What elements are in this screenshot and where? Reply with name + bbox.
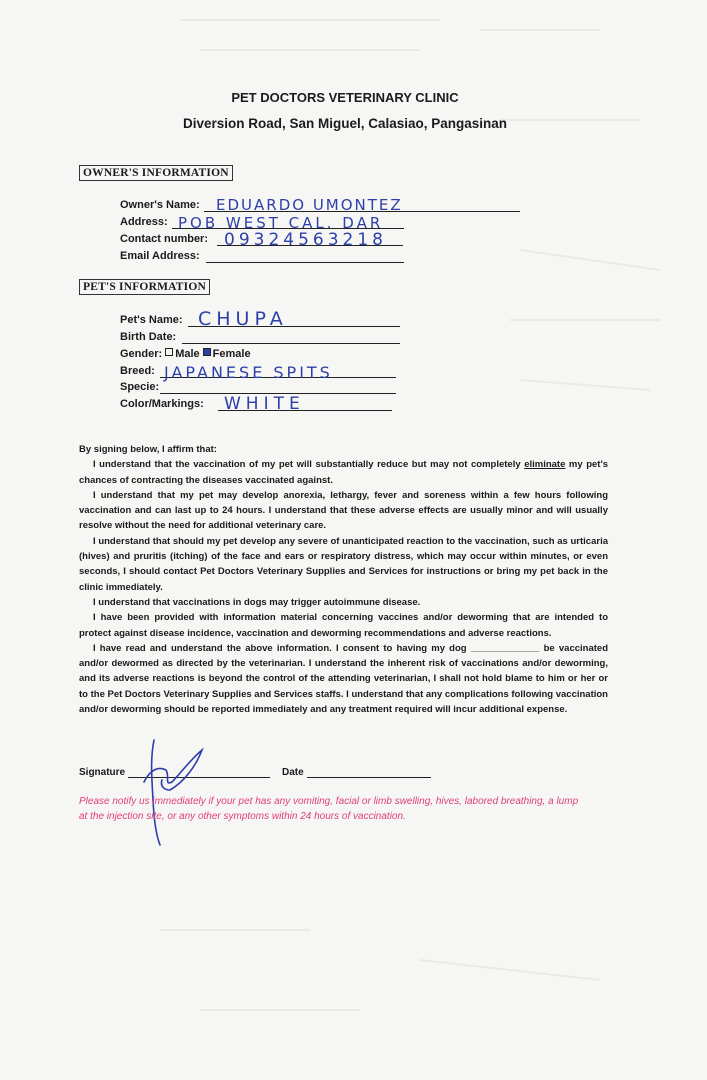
clinic-address: Diversion Road, San Miguel, Calasiao, Pangasinan (182, 116, 508, 131)
breed-field[interactable] (120, 362, 420, 382)
clinic-name: PET DOCTORS VETERINARY CLINIC (231, 90, 459, 105)
pet-section-heading: PET'S INFORMATION (79, 279, 210, 295)
email-field[interactable] (120, 247, 420, 263)
contact-number-field[interactable] (120, 230, 420, 250)
color-markings-label: Color/Markings: (120, 398, 204, 410)
color-markings-field[interactable] (120, 394, 420, 414)
affirmation-paragraph-4: I understand that vaccinations in dogs may trigger autoimmune disease. (93, 596, 421, 608)
male-checkbox[interactable] (165, 348, 173, 356)
affirmation-paragraph-3: I understand that should my pet develop any severe of unanticipated reaction to the vaccination, such as urticaria (hives) and pruritis (itching) of the face and ears or respiratory distress, which may occur within minutes, or even seconds, I should contact Pet Doctors Veterinary Supplies and Services for instructions or bring my pet back in the clinic immediately. (79, 535, 608, 593)
female-label: Female (212, 348, 251, 360)
owner-section-heading: OWNER'S INFORMATION (79, 165, 233, 181)
breed-value: JAPANESE SPITS (164, 363, 333, 382)
specie-label: Specie: (120, 381, 160, 393)
handwritten-signature (140, 730, 220, 850)
address-label: Address: (120, 216, 168, 228)
affirmation-paragraph-2: I understand that my pet may develop anorexia, lethargy, fever and soreness within a few hours following vaccination and can last up to 24 hours. I understand that these adverse effects are usually minor and will usually resolve without the need for additional veterinary care. (79, 489, 608, 532)
affirmation-intro: By signing below, I affirm that: (79, 444, 217, 455)
owner-name-value: EDUARDO UMONTEZ (216, 196, 403, 214)
address-value: POB WEST CAL. DAR (178, 214, 384, 232)
birth-date-label: Birth Date: (120, 331, 177, 343)
owner-name-field[interactable] (120, 196, 420, 212)
date-line[interactable] (307, 777, 431, 778)
birth-date-field[interactable] (120, 328, 420, 344)
owner-name-label: Owner's Name: (120, 199, 200, 211)
affirmation-paragraph-1: I understand that the vaccination of my pet will substantially reduce but may not completely eliminate my pet's chances of contracting the diseases vaccinated against. (79, 459, 608, 486)
pet-name-field[interactable] (120, 308, 420, 330)
address-field[interactable] (120, 213, 420, 232)
affirmation-text (79, 442, 608, 717)
affirmation-paragraph-6: I have read and understand the above information. I consent to having my dog _____________ be vaccinated and/or dewormed as directed by the veterinarian. I understand the inherent risk of vaccinations and/or deworming, and its adverse reactions is beyond the control of the attending veterinarian, I shall not hold blame to him or her or to the Pet Doctors Veterinary Supplies and Services staffs. I understand that any complications following vaccination and/or deworming should be reported immediately and any treatment required will incur additional expense. (79, 642, 608, 716)
male-label: Male (175, 348, 200, 360)
affirmation-paragraph-5: I have been provided with information material concerning vaccines and/or deworming that are intended to protect against disease incidence, vaccination and deworming recommendations and adverse reactions. (79, 612, 608, 639)
color-markings-value: WHITE (224, 394, 305, 414)
gender-label: Gender: (120, 348, 163, 360)
pet-name-label: Pet's Name: (120, 314, 183, 326)
vaccination-notice: Please notify us immediately if your pet has any vomiting, facial or limb swelling, hives, labored breathing, a lump at the injection site, or any other symptoms within 24 hours of vaccination. (79, 796, 579, 822)
date-label: Date (282, 767, 304, 778)
signature-label[interactable]: Signature (79, 767, 126, 778)
contact-number-value: 09324563218 (224, 230, 387, 250)
contact-number-label: Contact number: (120, 233, 208, 245)
female-checkbox[interactable] (203, 348, 211, 356)
email-label: Email Address: (120, 250, 200, 262)
gender-field[interactable] (120, 345, 420, 361)
pet-name-value: CHUPA (198, 308, 288, 330)
breed-label: Breed: (120, 365, 155, 377)
specie-field[interactable] (120, 378, 420, 394)
